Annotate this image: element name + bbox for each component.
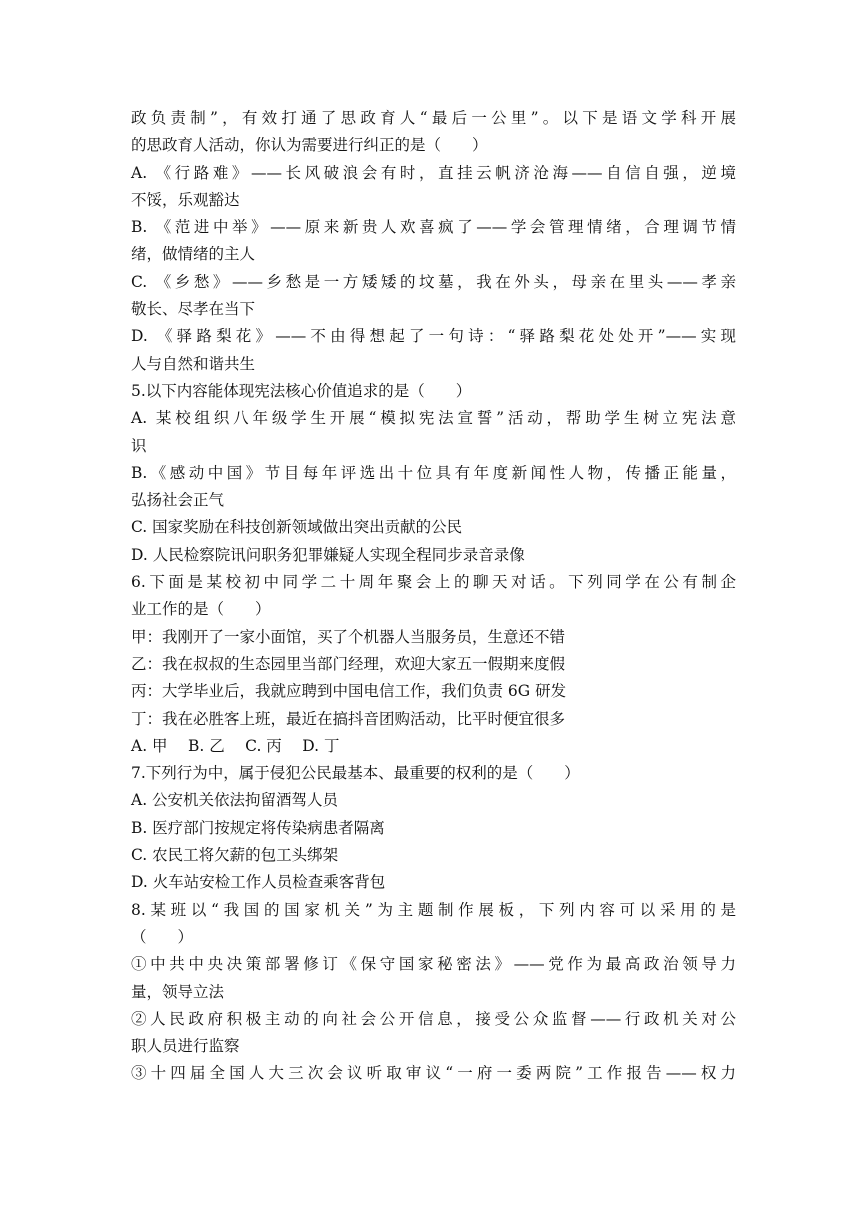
option-d-line-2: 人与自然和谐共生 xyxy=(131,354,256,373)
question-5-option-c: C. 国家奖励在科技创新领域做出突出贡献的公民 xyxy=(131,518,463,537)
question-7-option-c: C. 农民工将欠薪的包工头绑架 xyxy=(131,846,339,865)
question-6-dialog-ding: 丁：我在必胜客上班，最近在搞抖音团购活动，比平时便宜很多 xyxy=(131,709,566,728)
question-5-option-b-line-1: B.《感动中国》节目每年评选出十位具有年度新闻性人物，传播正能量， xyxy=(131,463,736,482)
question-7-option-b: B. 医疗部门按规定将传染病患者隔离 xyxy=(131,818,385,837)
option-a-line-1: A. 《行路难》——长风破浪会有时，直挂云帆济沧海——自信自强，逆境 xyxy=(131,163,736,182)
question-8-stem-line-2: （ ） xyxy=(131,927,194,946)
question-8-stem-line-1: 8.某班以“我国的国家机关”为主题制作展板，下列内容可以采用的是 xyxy=(131,900,736,919)
text-line-2: 的思政育人活动，你认为需要进行纠正的是（ ） xyxy=(131,136,488,155)
option-c-line-1: C. 《乡愁》——乡愁是一方矮矮的坟墓，我在外头，母亲在里头——孝亲 xyxy=(131,272,736,291)
question-5-option-a-line-2: 识 xyxy=(131,436,147,455)
question-8-item-1-line-1: ①中共中央决策部署修订《保守国家秘密法》——党作为最高政治领导力 xyxy=(131,955,736,974)
option-d-line-1: D. 《驿路梨花》——不由得想起了一句诗：“驿路梨花处处开”——实现 xyxy=(131,327,736,346)
question-7-stem: 7.下列行为中，属于侵犯公民最基本、最重要的权利的是（ ） xyxy=(131,764,580,783)
question-8-item-1-line-2: 量，领导立法 xyxy=(131,982,225,1001)
question-8-item-3-line-1: ③十四届全国人大三次会议听取审议“一府一委两院”工作报告——权力 xyxy=(131,1064,736,1083)
question-6-stem-line-2: 业工作的是（ ） xyxy=(131,600,271,619)
question-5-option-d: D. 人民检察院讯问职务犯罪嫌疑人实现全程同步录音录像 xyxy=(131,545,525,564)
option-b-line-1: B. 《范进中举》——原来新贵人欢喜疯了——学会管理情绪，合理调节情 xyxy=(131,218,736,237)
question-6-dialog-yi: 乙：我在叔叔的生态园里当部门经理，欢迎大家五一假期来度假 xyxy=(131,654,566,673)
question-5-stem: 5.以下内容能体现宪法核心价值追求的是（ ） xyxy=(131,381,472,400)
question-6-stem-line-1: 6.下面是某校初中同学二十周年聚会上的聊天对话。下列同学在公有制企 xyxy=(131,573,736,592)
text-line-1: 政负责制”，有效打通了思政育人“最后一公里”。以下是语文学科开展 xyxy=(131,109,736,127)
question-5-option-b-line-2: 弘扬社会正气 xyxy=(131,491,225,510)
question-8-item-2-line-1: ②人民政府积极主动的向社会公开信息，接受公众监督——行政机关对公 xyxy=(131,1009,736,1028)
option-a-line-2: 不馁，乐观豁达 xyxy=(131,190,240,209)
question-7-option-d: D. 火车站安检工作人员检查乘客背包 xyxy=(131,873,386,892)
question-8-item-2-line-2: 职人员进行监察 xyxy=(131,1037,240,1056)
question-6-options: A. 甲 B. 乙 C. 丙 D. 丁 xyxy=(131,736,340,755)
option-c-line-2: 敬长、尽孝在当下 xyxy=(131,300,256,319)
question-5-option-a-line-1: A. 某校组织八年级学生开展“模拟宪法宣誓”活动，帮助学生树立宪法意 xyxy=(131,409,736,428)
question-7-option-a: A. 公安机关依法拘留酒驾人员 xyxy=(131,791,339,810)
option-b-line-2: 绪，做情绪的主人 xyxy=(131,245,256,264)
question-6-dialog-jia: 甲：我刚开了一家小面馆，买了个机器人当服务员，生意还不错 xyxy=(131,627,566,646)
question-6-dialog-bing: 丙：大学毕业后，我就应聘到中国电信工作，我们负责 6G 研发 xyxy=(131,682,567,701)
document-page xyxy=(131,105,736,1088)
